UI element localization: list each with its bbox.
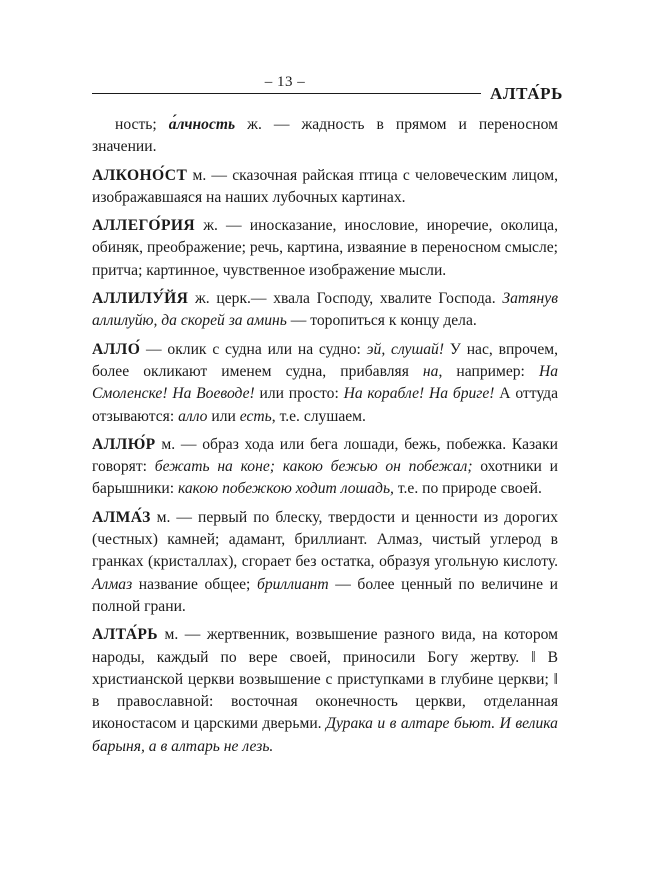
italic-phrase: Алмаз: [92, 575, 133, 593]
header-rule: [92, 93, 481, 94]
entry-headword: АЛКОНО́СТ: [92, 166, 188, 184]
definition-text: , например:: [438, 362, 539, 380]
definition-text: м. — сказочная райская птица с человеческим лицом, изображавшаяся на наших лубочных картинах.: [92, 166, 558, 206]
dictionary-entry: [92, 165, 558, 210]
definition-text: А оттуда отзываются:: [92, 385, 559, 425]
definition-text: или: [207, 407, 240, 425]
bold-italic-term: а́лчность: [168, 116, 236, 133]
definition-text: , т.е. слушаем.: [271, 407, 366, 425]
italic-phrase: на: [422, 362, 439, 380]
entry-headword: АЛЛЮ́Р: [92, 435, 156, 453]
dictionary-entry: [92, 215, 558, 282]
definition-text: м. — первый по блеску, твердости и ценности из дорогих (честных) камней; адамант, бриллиант. Алмаз, чистый углерод в гранках (кристаллах), сгорает без остатка, образуя угольную кислоту.: [92, 508, 558, 571]
dictionary-entry: [92, 624, 558, 758]
entry-headword: АЛЛО́: [92, 340, 141, 358]
dictionary-entry: [92, 507, 558, 618]
italic-phrase: Затянув аллилуйю, да скорей за аминь: [92, 290, 558, 330]
dictionary-entries: [92, 114, 558, 764]
definition-text: м. — образ хода или бега лошади, бежь, побежка. Казаки говорят:: [92, 435, 558, 476]
definition-text: ность;: [115, 116, 169, 133]
definition-text: или просто:: [254, 385, 344, 403]
dictionary-entry: [92, 434, 558, 501]
page-number: – 13 –: [264, 74, 306, 90]
italic-phrase: какою побежкою ходит лошадь,: [177, 480, 394, 498]
definition-text: т.е. по природе своей.: [393, 480, 542, 498]
running-head: АЛТА́РЬ: [490, 84, 563, 103]
entry-headword: АЛЛЕГО́РИЯ: [92, 217, 196, 235]
dictionary-entry: [92, 339, 558, 428]
entry-headword: АЛТА́РЬ: [92, 626, 159, 644]
italic-phrase: На корабле! На бриге!: [343, 385, 495, 403]
definition-text: ж. — жадность в прямом и переносном значении.: [92, 116, 558, 156]
entry-headword: АЛМА́З: [92, 508, 151, 526]
definition-text: ж. — иносказание, инословие, иноречие, околица, обиняк, преображение; речь, картина, изваяние в переносном смысле; притча; картинное, чувственное изображение мысли.: [92, 217, 558, 279]
definition-text: охотники и барышники:: [92, 458, 558, 498]
definition-text: — торопиться к концу дела.: [286, 312, 477, 330]
definition-text: — оклик с судна или на судно:: [140, 340, 367, 358]
italic-phrase: Дурака и в алтаре бьют. И велика барыня, а в алтарь не лезь.: [92, 715, 558, 755]
italic-phrase: алло: [178, 407, 208, 425]
definition-text: — более ценный по величине и полной грани.: [92, 575, 558, 615]
definition-text: ж. церк.— хвала Господу, хвалите Господа.: [188, 290, 503, 308]
definition-text: м. — жертвенник, возвышение разного вида, на котором народы, каждый по вере своей, приносили Богу жертву. ‖ В христианской церкви возвышение с приступками в глубине церкви; ‖ в православной: восточная оконечность церкви, отделанная иконостасом и царскими дверьми.: [92, 626, 558, 733]
entry-continuation: [92, 114, 558, 159]
italic-phrase: есть: [239, 407, 272, 425]
definition-text: название общее;: [132, 575, 257, 593]
italic-phrase: На Смоленске! На Воеводе!: [92, 362, 558, 403]
entry-headword: АЛЛИЛУ́ЙЯ: [92, 290, 189, 308]
definition-text: У нас, впрочем, более окликают именем судна, прибавляя: [92, 340, 559, 380]
italic-phrase: бриллиант: [257, 575, 329, 593]
dictionary-entry: [92, 288, 558, 333]
italic-phrase: бежать на коне; какою бежью он побежал;: [154, 458, 473, 476]
italic-phrase: эй, слушай!: [366, 340, 445, 358]
